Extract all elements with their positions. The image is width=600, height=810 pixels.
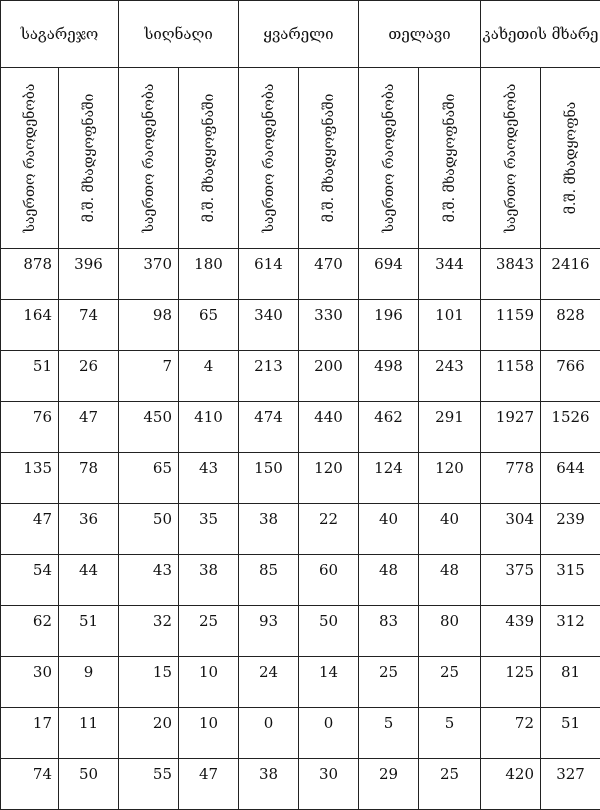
table-cell: 4 — [179, 351, 239, 402]
table-cell: 51 — [1, 351, 59, 402]
table-cell: 36 — [59, 504, 119, 555]
table-cell: 47 — [1, 504, 59, 555]
table-cell: 78 — [59, 453, 119, 504]
region-header-row — [1, 1, 600, 68]
table-cell: 239 — [541, 504, 600, 555]
table-cell: 200 — [299, 351, 359, 402]
table-cell: 14 — [299, 657, 359, 708]
table-cell: 15 — [119, 657, 179, 708]
table-cell: 29 — [359, 759, 419, 810]
table-cell: 327 — [541, 759, 600, 810]
table-cell: 439 — [481, 606, 541, 657]
table-cell: 312 — [541, 606, 600, 657]
table-cell: 80 — [419, 606, 481, 657]
table-cell: 694 — [359, 249, 419, 300]
subheader-total: საერთო რაოდენობა — [239, 68, 299, 249]
table-cell: 50 — [119, 504, 179, 555]
table-cell: 30 — [1, 657, 59, 708]
table-cell: 60 — [299, 555, 359, 606]
table-cell: 644 — [541, 453, 600, 504]
subheader-ready: მ.შ. მხადყოფნაში — [299, 68, 359, 249]
table-cell: 54 — [1, 555, 59, 606]
table-cell: 85 — [239, 555, 299, 606]
table-cell: 450 — [119, 402, 179, 453]
table-cell: 330 — [299, 300, 359, 351]
table-cell: 101 — [419, 300, 481, 351]
table-cell: 828 — [541, 300, 600, 351]
table-cell: 32 — [119, 606, 179, 657]
subheader-total: საერთო რაოდენობა — [359, 68, 419, 249]
table-cell: 766 — [541, 351, 600, 402]
table-cell: 7 — [119, 351, 179, 402]
table-cell: 1526 — [541, 402, 600, 453]
table-cell: 93 — [239, 606, 299, 657]
region-header-sighnaghi: სიღნაღი — [119, 1, 239, 68]
table-cell: 440 — [299, 402, 359, 453]
table-cell: 25 — [179, 606, 239, 657]
table-cell: 22 — [299, 504, 359, 555]
table-cell: 48 — [359, 555, 419, 606]
table-cell: 74 — [59, 300, 119, 351]
table-cell: 47 — [59, 402, 119, 453]
table-row — [1, 453, 600, 504]
table-cell: 135 — [1, 453, 59, 504]
table-cell: 25 — [419, 657, 481, 708]
subheader-total: საერთო რაოდენობა — [119, 68, 179, 249]
table-cell: 65 — [119, 453, 179, 504]
table-cell: 375 — [481, 555, 541, 606]
table-cell: 304 — [481, 504, 541, 555]
table-cell: 25 — [419, 759, 481, 810]
table-cell: 315 — [541, 555, 600, 606]
table-cell: 410 — [179, 402, 239, 453]
table-cell: 125 — [481, 657, 541, 708]
subheader-ready: მ.შ. მხადყოფნაში — [59, 68, 119, 249]
table-row — [1, 657, 600, 708]
table-cell: 43 — [119, 555, 179, 606]
table-row — [1, 402, 600, 453]
table-body — [1, 249, 600, 810]
table-cell: 40 — [419, 504, 481, 555]
table-cell: 47 — [179, 759, 239, 810]
subheader-ready: მ.შ. მხადყოფნაში — [419, 68, 481, 249]
table-cell: 243 — [419, 351, 481, 402]
table-cell: 51 — [541, 708, 600, 759]
table-cell: 1159 — [481, 300, 541, 351]
table-cell: 474 — [239, 402, 299, 453]
table-cell: 74 — [1, 759, 59, 810]
table-cell: 38 — [179, 555, 239, 606]
table-cell: 24 — [239, 657, 299, 708]
table-cell: 3843 — [481, 249, 541, 300]
table-row — [1, 351, 600, 402]
table-row — [1, 249, 600, 300]
table-cell: 0 — [299, 708, 359, 759]
table-cell: 5 — [419, 708, 481, 759]
table-cell: 462 — [359, 402, 419, 453]
subheader-ready: მ.შ. მხადყოფნა — [541, 68, 600, 249]
table-cell: 40 — [359, 504, 419, 555]
table-cell: 196 — [359, 300, 419, 351]
table-cell: 5 — [359, 708, 419, 759]
table-cell: 180 — [179, 249, 239, 300]
table-cell: 164 — [1, 300, 59, 351]
table-cell: 20 — [119, 708, 179, 759]
subheader-total: საერთო რაოდენობა — [481, 68, 541, 249]
table-cell: 878 — [1, 249, 59, 300]
table-row — [1, 606, 600, 657]
table-cell: 2416 — [541, 249, 600, 300]
subheader-total: საერთო რაოდენობა — [1, 68, 59, 249]
table-cell: 120 — [419, 453, 481, 504]
table-cell: 340 — [239, 300, 299, 351]
table-cell: 120 — [299, 453, 359, 504]
table-cell: 51 — [59, 606, 119, 657]
table-cell: 9 — [59, 657, 119, 708]
table-cell: 11 — [59, 708, 119, 759]
table-row — [1, 759, 600, 810]
table-row — [1, 300, 600, 351]
table-cell: 83 — [359, 606, 419, 657]
table-cell: 396 — [59, 249, 119, 300]
table-cell: 25 — [359, 657, 419, 708]
table-cell: 0 — [239, 708, 299, 759]
subheader-ready: მ.შ. მხადყოფნაში — [179, 68, 239, 249]
table-cell: 44 — [59, 555, 119, 606]
table-cell: 498 — [359, 351, 419, 402]
table-cell: 26 — [59, 351, 119, 402]
subheader-row — [1, 68, 600, 249]
table-cell: 124 — [359, 453, 419, 504]
table-cell: 344 — [419, 249, 481, 300]
table-cell: 10 — [179, 657, 239, 708]
table-cell: 62 — [1, 606, 59, 657]
table-cell: 50 — [59, 759, 119, 810]
table-row — [1, 555, 600, 606]
table-cell: 48 — [419, 555, 481, 606]
table-cell: 72 — [481, 708, 541, 759]
table-cell: 98 — [119, 300, 179, 351]
table-cell: 370 — [119, 249, 179, 300]
table-cell: 291 — [419, 402, 481, 453]
table-cell: 470 — [299, 249, 359, 300]
table-cell: 150 — [239, 453, 299, 504]
region-header-sagarejo: საგარეჯო — [1, 1, 119, 68]
table-cell: 420 — [481, 759, 541, 810]
table-cell: 50 — [299, 606, 359, 657]
table-cell: 65 — [179, 300, 239, 351]
table-cell: 35 — [179, 504, 239, 555]
table-cell: 81 — [541, 657, 600, 708]
table-row — [1, 708, 600, 759]
table-cell: 38 — [239, 759, 299, 810]
table-cell: 38 — [239, 504, 299, 555]
table-cell: 10 — [179, 708, 239, 759]
table-cell: 76 — [1, 402, 59, 453]
table-row — [1, 504, 600, 555]
table-cell: 55 — [119, 759, 179, 810]
table-cell: 1158 — [481, 351, 541, 402]
table-cell: 1927 — [481, 402, 541, 453]
table-cell: 778 — [481, 453, 541, 504]
region-header-kvareli: ყვარელი — [239, 1, 359, 68]
table-cell: 17 — [1, 708, 59, 759]
table-cell: 614 — [239, 249, 299, 300]
table-cell: 43 — [179, 453, 239, 504]
region-header-telavi: თელავი — [359, 1, 481, 68]
table-cell: 213 — [239, 351, 299, 402]
table-cell: 30 — [299, 759, 359, 810]
region-header-kakheti: კახეთის მხარე — [481, 1, 600, 68]
